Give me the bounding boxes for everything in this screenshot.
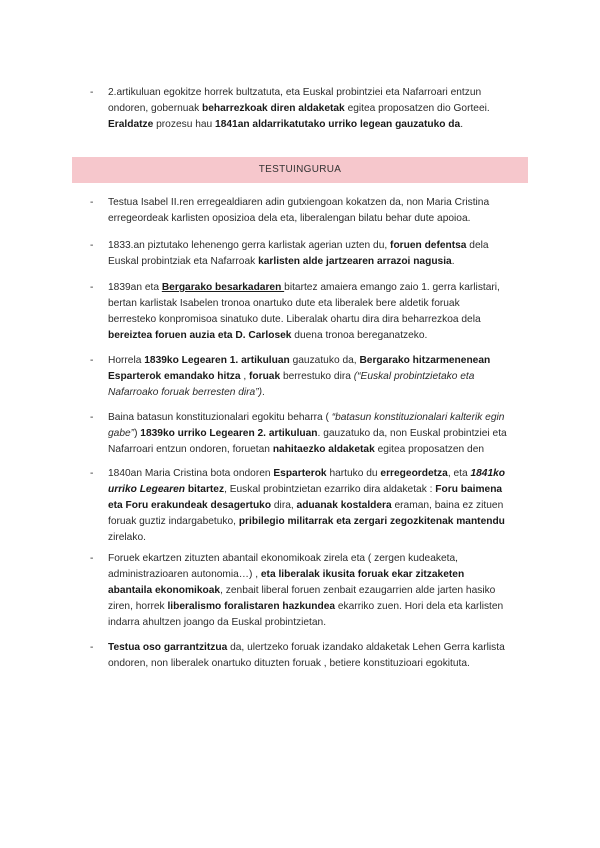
bullet-text <box>108 410 510 458</box>
text-run: dela Euskal probintziak eta Nafarroak <box>108 240 489 267</box>
bullet-item-2 <box>90 238 510 270</box>
bold-run: Bergarako hitzarmenenean Esparterok emandako hitza <box>108 355 491 382</box>
bullet-dash: - <box>90 412 94 423</box>
bullet-dash: - <box>90 468 94 479</box>
bold-run: 1841an aldarrikatutako urriko legean gauzatuko da <box>215 119 461 130</box>
bullet-item-1 <box>90 195 510 227</box>
text-run: , Euskal probintzietan ezarriko dira aldaketak : <box>224 484 436 495</box>
bullet-item-5 <box>90 410 510 458</box>
text-run: dira, <box>271 500 297 511</box>
text-run: berrestuko dira <box>280 371 354 382</box>
bold-run: Foru baimena eta Foru erakundeak desagertuko <box>108 484 503 511</box>
bullet-item-7 <box>90 551 510 631</box>
text-run: . <box>451 256 455 267</box>
text-run: hartuko du <box>326 468 381 479</box>
bold-run: bereiztea foruen auzia eta D. Carlosek <box>108 330 292 341</box>
bold-run: foruak <box>248 371 281 382</box>
text-run: . <box>262 387 265 398</box>
bold-run: aduanak kostaldera <box>296 500 392 511</box>
section-header: TESTUINGURUA <box>72 157 528 183</box>
bullet-item-8 <box>90 640 510 672</box>
text-run: Foruek ekartzen zituzten abantail ekonomikoak zirela eta ( zergen kudeaketa, administrazioaren autonomia…) , <box>108 553 458 580</box>
bullet-text <box>108 640 510 672</box>
text-run: 1833.an piztutako lehenengo gerra karlistak agerian uzten du, <box>108 240 391 251</box>
bullet-dash: - <box>90 642 94 653</box>
intro-text <box>108 85 510 133</box>
bold-run: liberalismo foralistaren hazkundea <box>167 601 336 612</box>
text-run: 1839an eta <box>108 282 162 293</box>
bold-run: bitartez <box>185 484 225 495</box>
text-run: duena tronoa bereganatzeko. <box>291 330 428 341</box>
text-run: . <box>460 119 464 130</box>
bold-run: Eraldatze <box>108 119 154 130</box>
bullet-item-3 <box>90 280 510 344</box>
text-run: eraman, baina ez zituen foruak guztiz indargabetuko, <box>108 500 504 527</box>
text-run: gauzatuko da, <box>289 355 360 366</box>
bullet-text <box>108 195 510 227</box>
bold-run: Esparterok <box>273 468 327 479</box>
text-run: , <box>240 371 249 382</box>
bold-run: nahitaezko aldaketak <box>272 444 375 455</box>
bullet-dash: - <box>90 553 94 564</box>
text-run: , eta <box>447 468 471 479</box>
text-run: Baina batasun konstituzionalari egokitu beharra ( <box>108 412 332 423</box>
bold-run: Testua oso garrantzitzua <box>108 642 228 653</box>
text-run: bitartez amaiera emango zaio 1. gerra karlistari, bertan karlistak Isabelen tronoa onartuko dute eta liberalek bere aldetik foruak berresteko konpromisoa sinatuko dute. Liberalak ohartu dira dira beharrezkoa dela <box>108 282 500 325</box>
bullet-text <box>108 353 510 401</box>
bullet-dash: - <box>90 87 94 98</box>
bullet-text <box>108 280 510 344</box>
bold-underlined-run: Bergarako besarkadaren <box>161 282 285 293</box>
bold-run: 1839ko urriko Legearen 2. artikuluan <box>140 428 318 439</box>
bold-run: erregeordetza <box>380 468 448 479</box>
bold-run: beharrezkoak diren aldaketak <box>202 103 345 114</box>
text-run: ) <box>134 428 141 439</box>
text-run: ekarriko zuen. Hori dela eta karlisten indarra ahultzen joango da Euskal probintzietan. <box>108 601 504 628</box>
text-run: egitea proposatzen dio Gorteei. <box>344 103 490 114</box>
bullet-text <box>108 466 510 546</box>
bullet-dash: - <box>90 355 94 366</box>
text-run: Testua Isabel II.ren erregealdiaren adin gutxiengoan kokatzen da, non Maria Cristina erregeordeak karlisten oposizioa dela eta, liberalengan bilatu behar dute apoioa. <box>108 197 490 224</box>
text-run: prozesu hau <box>153 119 216 130</box>
bold-italic-run: 1841ko urriko Legearen <box>108 468 506 495</box>
text-run: da, ulertzeko foruak izandako aldaketak Lehen Gerra karlista ondoren, non liberalek onartuko dituzten foruak , betiere konstituzioari egokituta. <box>108 642 505 669</box>
bullet-item-6 <box>90 466 510 546</box>
italic-run: (“Euskal probintzietako eta Nafarroako foruak berresten dira”) <box>108 371 475 398</box>
bullet-dash: - <box>90 282 94 293</box>
bold-run: pribilegio militarrak eta zergari zegozkitenak mantendu <box>238 516 505 527</box>
bullet-item-4 <box>90 353 510 401</box>
bullet-dash: - <box>90 197 94 208</box>
text-run: zirelako. <box>108 532 146 543</box>
bullet-text <box>108 238 510 270</box>
bullet-dash: - <box>90 240 94 251</box>
text-run: . gauzatuko da, non Euskal probintziei eta Nafarroari entzun ondoren, foruetan <box>108 428 507 455</box>
bold-run: foruen defentsa <box>390 240 467 251</box>
text-run: Horrela <box>108 355 145 366</box>
bullet-text <box>108 551 510 631</box>
text-run: 2.artikuluan egokitze horrek bultzatuta, eta Euskal probintziei eta Nafarroari entzun ondoren, gobernuak <box>108 87 482 114</box>
bold-run: karlisten alde jartzearen arrazoi nagusia <box>258 256 452 267</box>
bold-run: eta liberalak ikusita foruak ekar zitzaketen abantaila ekonomikoak <box>108 569 465 596</box>
text-run: egitea proposatzen den <box>374 444 485 455</box>
text-run: 1840an Maria Cristina bota ondoren <box>108 468 274 479</box>
italic-run: “batasun konstituzionalari kalterik egin gabe” <box>108 412 505 439</box>
bold-run: 1839ko Legearen 1. artikuluan <box>144 355 290 366</box>
text-run: , zenbait liberal foruen zenbait ezaugarrien alde jarten hasiko ziren, horrek <box>108 585 496 612</box>
intro-paragraph <box>90 85 510 133</box>
